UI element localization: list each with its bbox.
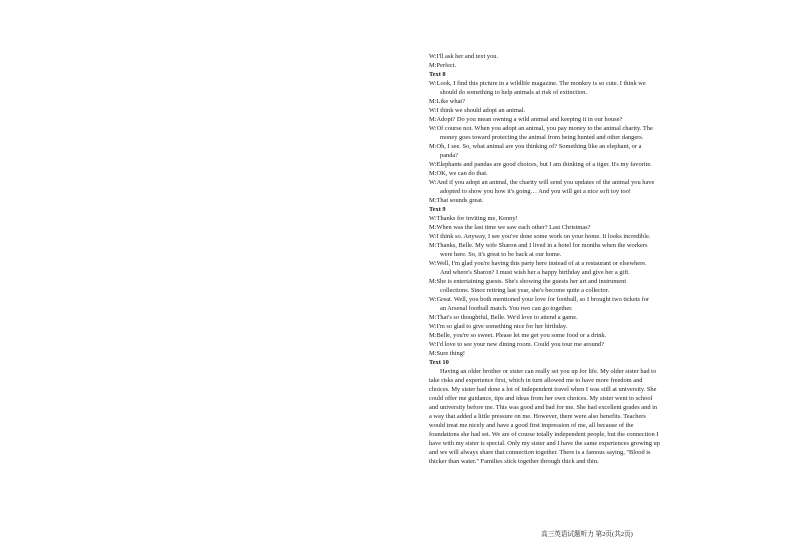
dialogue-line: M:Thanks, Belle. My wife Sharon and I lived in a hotel for months when the workers [429,242,648,249]
dialogue-line: M:She is entertaining guests. She's showing the guests her art and instrument [429,278,627,285]
dialogue-continuation: an Arsenal football match. You two can go together. [440,305,573,312]
passage-line: could offer me guidance, tips and ideas from her own choices. My sister went to school [429,395,653,402]
dialogue-line: W:Elephants and pandas are good choices, but I am thinking of a tiger. It's my favorite. [429,161,652,168]
section-heading: Text 8 [429,71,446,78]
dialogue-line: W:Great. Well, you both mentioned your love for football, so I brought two tickets for [429,296,650,303]
passage-line: foundations she had set. We are of course totally independent people, but the connection I [429,431,659,438]
dialogue-line: W:Thanks for inviting me, Kenny! [429,215,518,222]
transcript-column [429,52,736,466]
page-footer: 高三英语试题听力 第2页(共2页) [541,531,633,538]
dialogue-continuation: were here. So, it's great to be back at our home. [440,251,562,258]
dialogue-line: W:Of course not. When you adopt an animal, you pay money to the animal charity. The [429,125,653,132]
passage-line: Having an older brother or sister can really set you up for life. My older sister had to [440,368,657,375]
dialogue-line: W:Well, I'm glad you're having this party here instead of at a restaurant or elsewhere. [429,260,647,267]
dialogue-line: W:I think so. Anyway, I see you've done some work on your home. It looks incredible. [429,233,651,240]
dialogue-line: W:I'm so glad to give something nice for her birthday. [429,323,568,330]
section-heading: Text 9 [429,206,446,213]
passage-line: a way that added a little pressure on me. However, there were also benefits. Teachers [429,413,646,420]
dialogue-continuation: money goes toward protecting the animal from being hunted and other dangers. [440,134,644,141]
passage-line: thicker than water." Families stick together through thick and thin. [429,458,599,465]
dialogue-line: M:That's so thoughtful, Belle. We'd love to attend a game. [429,314,578,321]
dialogue-line: W:Look, I find this picture in a wildlife magazine. The monkey is so cute. I think we [429,80,646,87]
dialogue-continuation: And where's Sharon? I must wish her a happy birthday and give her a gift. [440,269,630,276]
dialogue-line: W:And if you adopt an animal, the charity will send you updates of the animal you have [429,179,655,186]
dialogue-continuation: panda? [440,152,459,159]
section-heading: Text 10 [429,359,449,366]
passage-line: would treat me nicely and have a good first impression of me, all because of the [429,422,634,429]
dialogue-continuation: adopted to show you how it's going… And you will get a nice soft toy too! [440,188,631,195]
dialogue-line: W:I'd love to see your new dining room. Could you tour me around? [429,341,605,348]
dialogue-line: M:Sure thing! [429,350,466,357]
dialogue-line: M:Adopt? Do you mean owning a wild animal and keeping it in our house? [429,116,623,123]
passage-line: and university before me. This was good and bad for me. She had excellent grades and in [429,404,658,411]
passage-line: take risks and experience first, which in turn allowed me to have more freedom and [429,377,643,384]
dialogue-line: M:Perfect. [429,62,457,69]
dialogue-line: M:Belle, you're so sweet. Please let me get you some food or a drink. [429,332,607,339]
dialogue-line: W:I'll ask her and text you. [429,53,499,60]
dialogue-line: M:That sounds great. [429,197,484,204]
dialogue-line: W:I think we should adopt an animal. [429,107,526,114]
dialogue-line: M:OK, we can do that. [429,170,488,177]
dialogue-line: M:Oh, I see. So, what animal are you thinking of? Something like an elephant, or a [429,143,642,150]
passage-line: choices. My sister had done a lot of independent travel when I was still at university. She [429,386,657,393]
dialogue-continuation: should do something to help animals at risk of extinction. [440,89,587,96]
passage-line: and we will always share that connection together. There is a famous saying, "Blood is [429,449,651,456]
dialogue-line: M:When was the last time we saw each other? Last Christmas? [429,224,591,231]
passage-line: have with my sister is special. Only my sister and I have the same experiences growing up [429,440,660,447]
dialogue-line: M:Like what? [429,98,466,105]
dialogue-continuation: collections. Since retiring last year, she's become quite a collector. [440,287,610,294]
